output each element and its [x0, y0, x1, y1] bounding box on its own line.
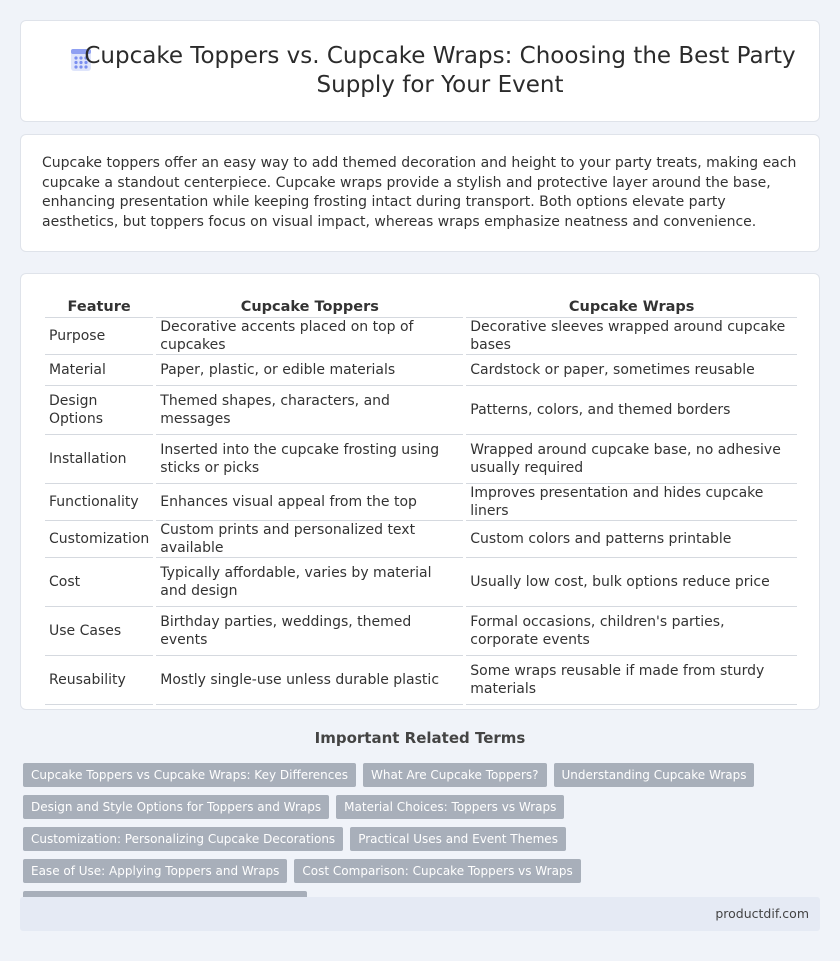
toppers-cell: Typically affordable, varies by material and design: [156, 558, 463, 607]
toppers-cell: Mostly single-use unless durable plastic: [156, 656, 463, 705]
feature-cell: Reusability: [45, 656, 153, 705]
toppers-cell: Custom prints and personalized text available: [156, 521, 463, 558]
related-term-tag[interactable]: Design and Style Options for Toppers and Wraps: [23, 795, 329, 819]
page-title: Cupcake Toppers vs. Cupcake Wraps: Choosing the Best Party Supply for Your Event: [84, 43, 796, 98]
toppers-cell: Themed shapes, characters, and messages: [156, 386, 463, 435]
feature-cell: Purpose: [45, 318, 153, 355]
title-card: [20, 20, 820, 122]
feature-cell: Functionality: [45, 484, 153, 521]
column-header-cupcake-wraps: Cupcake Wraps: [466, 296, 797, 318]
feature-cell: Cost: [45, 558, 153, 607]
related-term-tag[interactable]: Practical Uses and Event Themes: [350, 827, 566, 851]
wraps-cell: Cardstock or paper, sometimes reusable: [466, 355, 797, 386]
intro-card: [20, 134, 820, 252]
wraps-cell: Patterns, colors, and themed borders: [466, 386, 797, 435]
footer: [20, 897, 820, 931]
related-term-tag[interactable]: Material Choices: Toppers vs Wraps: [336, 795, 564, 819]
table-header-row: [45, 296, 797, 318]
comparison-table: [42, 296, 800, 705]
wraps-cell: Some wraps reusable if made from sturdy materials: [466, 656, 797, 705]
table-row: [45, 318, 797, 355]
related-terms-heading: Important Related Terms: [314, 729, 526, 747]
feature-cell: Material: [45, 355, 153, 386]
related-term-tag[interactable]: Ease of Use: Applying Toppers and Wraps: [23, 859, 287, 883]
table-row: [45, 386, 797, 435]
table-row: [45, 484, 797, 521]
related-term-tag[interactable]: Cupcake Toppers vs Cupcake Wraps: Key Differences: [23, 763, 356, 787]
footer-brand[interactable]: productdif.com: [715, 906, 809, 921]
toppers-cell: Inserted into the cupcake frosting using sticks or picks: [156, 435, 463, 484]
wraps-cell: Custom colors and patterns printable: [466, 521, 797, 558]
toppers-cell: Birthday parties, weddings, themed events: [156, 607, 463, 656]
related-term-tag[interactable]: Cost Comparison: Cupcake Toppers vs Wraps: [294, 859, 580, 883]
wraps-cell: Formal occasions, children's parties, corporate events: [466, 607, 797, 656]
related-term-tag[interactable]: Understanding Cupcake Wraps: [554, 763, 755, 787]
column-header-feature: Feature: [45, 296, 153, 318]
wraps-cell: Improves presentation and hides cupcake liners: [466, 484, 797, 521]
feature-cell: Customization: [45, 521, 153, 558]
wraps-cell: Usually low cost, bulk options reduce price: [466, 558, 797, 607]
column-header-cupcake-toppers: Cupcake Toppers: [156, 296, 463, 318]
table-row: [45, 656, 797, 705]
related-term-tag[interactable]: Customization: Personalizing Cupcake Decorations: [23, 827, 343, 851]
toppers-cell: Decorative accents placed on top of cupcakes: [156, 318, 463, 355]
wraps-cell: Wrapped around cupcake base, no adhesive usually required: [466, 435, 797, 484]
feature-cell: Use Cases: [45, 607, 153, 656]
table-row: [45, 435, 797, 484]
comparison-card: [20, 273, 820, 710]
table-row: [45, 607, 797, 656]
toppers-cell: Paper, plastic, or edible materials: [156, 355, 463, 386]
table-row: [45, 521, 797, 558]
table-row: [45, 558, 797, 607]
wraps-cell: Decorative sleeves wrapped around cupcake bases: [466, 318, 797, 355]
feature-cell: Installation: [45, 435, 153, 484]
toppers-cell: Enhances visual appeal from the top: [156, 484, 463, 521]
related-terms-list: [23, 763, 813, 915]
feature-cell: Design Options: [45, 386, 153, 435]
intro-paragraph: Cupcake toppers offer an easy way to add themed decoration and height to your party treats, making each cupcake a standout centerpiece. Cupcake wraps provide a stylish and protective layer around the base, enhancing presentation while keeping frosting intact during transport. Both options elevate party aesthetics, but toppers focus on visual impact, whereas wraps emphasize neatness and convenience.: [42, 155, 797, 230]
related-term-tag[interactable]: What Are Cupcake Toppers?: [363, 763, 547, 787]
table-row: [45, 355, 797, 386]
